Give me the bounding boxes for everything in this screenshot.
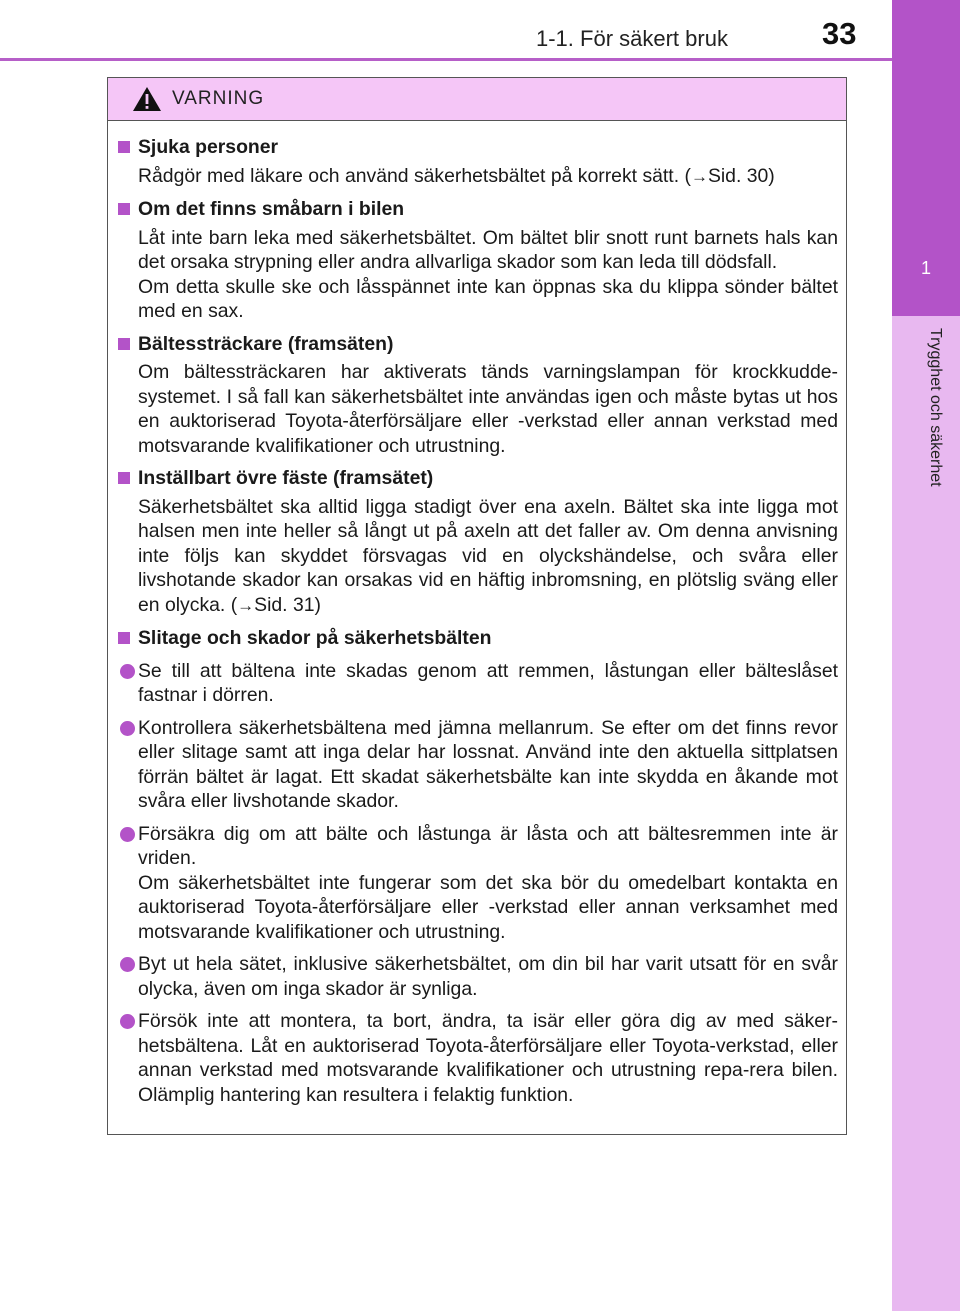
page-number: 33 [822,16,857,51]
section-heading-adjustable-anchor: Inställbart övre fäste (framsätet) [116,466,838,491]
section-heading-pretensioners: Bältessträckare (framsäten) [116,332,838,357]
dot-bullet-icon [120,1014,135,1029]
section-heading-small-children: Om det finns småbarn i bilen [116,197,838,222]
warning-title: VARNING [172,88,265,109]
section-title: 1-1. För säkert bruk [536,26,728,51]
list-item: Försäkra dig om att bälte och låstunga är låsta och att bältesremmen inte är vriden. Om säkerhetsbältet inte fungerar som det ska bör du omedelbart kontakta en auktoriserad Toyota-återförsäljare eller -verkstad eller annan verksamhet med motsvarande kvalifikationer och utrustning. [120,822,838,945]
dot-bullet-icon [120,721,135,736]
chapter-number: 1 [920,258,931,278]
dot-bullet-icon [120,827,135,842]
warning-triangle-icon [132,86,162,112]
section-heading-sick-persons: Sjuka personer [116,135,838,160]
list-item: Se till att bältena inte skadas genom att remmen, låstungan eller bälteslåset fastnar i dörren. [120,659,838,708]
dot-bullet-icon [120,664,135,679]
arrow-right-icon: → [237,595,255,615]
square-bullet-icon [118,632,130,644]
list-item: Kontrollera säkerhetsbältena med jämna mellanrum. Se efter om det finns revor eller slitage samt att inga delar har lossnat. Använd inte den aktuella sittplatsen förrän bältet är lagat. Ett skadat säkerhetsbälte kan inte skydda en åkande mot svåra eller livshotande skador. [120,716,838,814]
square-bullet-icon [118,338,130,350]
header-rule [0,58,892,61]
section-heading-wear-and-damage: Slitage och skador på säkerhetsbälten [116,626,838,651]
warning-header [108,78,846,121]
paragraph: Om detta skulle ske och låsspännet inte kan öppnas ska du klippa sönder bältet med en sax. [138,275,838,322]
paragraph: Låt inte barn leka med säkerhetsbältet. Om bältet blir snott runt barnets hals kan det orsaka strypning eller andra allvarliga skador som kan leda till dödsfall. [138,226,838,273]
square-bullet-icon [118,203,130,215]
list-item: Byt ut hela sätet, inklusive säkerhetsbältet, om din bil har varit utsatt för en svår olycka, även om inga skador är synliga. [120,952,838,1001]
square-bullet-icon [118,141,130,153]
warning-box [107,77,847,1135]
warning-body [108,121,846,1107]
chapter-label: Trygghet och säkerhet [927,328,944,487]
paragraph: Rådgör med läkare och använd säkerhetsbältet på korrekt sätt. (→Sid. 30) [138,164,775,187]
dot-bullet-icon [120,957,135,972]
square-bullet-icon [118,472,130,484]
paragraph: Säkerhetsbältet ska alltid ligga stadigt över ena axeln. Bältet ska inte ligga mot halsen men inte heller så långt ut på axeln att det faller av. Om denna anvisning inte följs kan skyddet försvagas vid en olyckshändelse, och svåra eller livshotande skador kan orsakas vid en häftig inbromsning, en plötslig sväng eller en olycka. (→Sid. 31) [138,495,838,616]
paragraph: Om bältessträckaren har aktiverats tänds varningslampan för krockkudde-systemet. I så fall kan säkerhetsbältet inte användas igen och måste bytas ut hos en auktoriserad Toyota-återförsäljare eller -verkstad eller annan verkstad med motsvarande kvalifikationer och utrustning. [138,361,838,457]
arrow-right-icon: → [690,166,708,186]
list-item: Försök inte att montera, ta bort, ändra, ta isär eller göra dig av med säker-hetsbältena. Låt en auktoriserad Toyota-återförsäljare eller Toyota-verkstad, eller annan verkstad med motsvarande kvalifikationer och utrustning repa-rera bilen. Olämplig hantering kan resultera i felaktig funktion. [120,1009,838,1107]
